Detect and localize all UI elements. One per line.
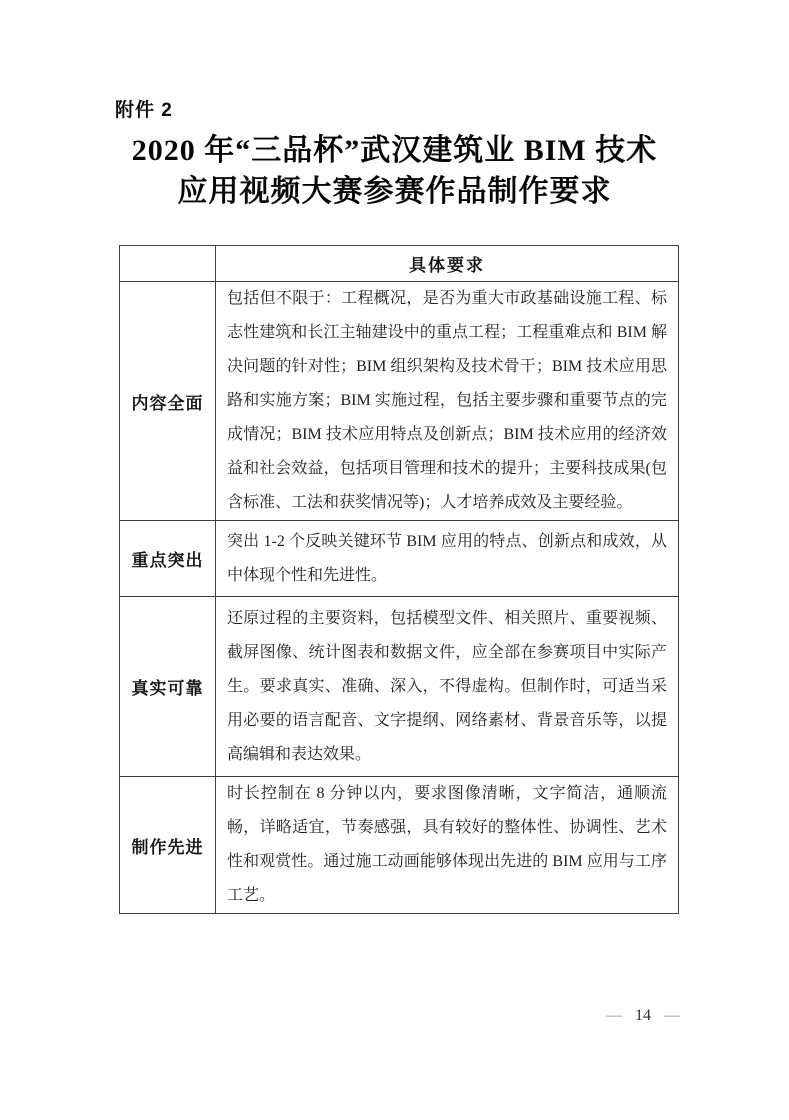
row-label-advanced-production: 制作先进 [120,777,216,914]
row-label-content-comprehensive: 内容全面 [120,282,216,521]
table-row [120,521,679,597]
row-label-key-points: 重点突出 [120,521,216,597]
table-corner-cell [120,246,216,282]
page-number: 14 [635,1007,651,1024]
row-label-authentic-reliable: 真实可靠 [120,597,216,777]
document-title [0,130,789,212]
table-header-specific-requirements: 具体要求 [216,246,679,282]
requirements-table [119,245,679,914]
document-title-line1: 2020 年“三品杯”武汉建筑业 BIM 技术 [131,134,658,167]
table-row [120,777,679,914]
footer-left-dash: — [606,1007,622,1024]
row-content-content-comprehensive: 包括但不限于：工程概况，是否为重大市政基础设施工程、标志性建筑和长江主轴建设中的重点工程；工程重难点和 BIM 解决问题的针对性；BIM 组织架构及技术骨干；BIM 技术应用思路和实施方案；BIM 实施过程，包括主要步骤和重要节点的完成情况；BIM 技术应用特点及创新点；BIM 技术应用的经济效益和社会效益，包括项目管理和技术的提升；主要科技成果(包含标准、工法和获奖情况等)；人才培养成效及主要经验。 [216,282,679,521]
row-content-advanced-production: 时长控制在 8 分钟以内，要求图像清晰，文字简洁，通顺流畅，详略适宜，节奏感强，具有较好的整体性、协调性、艺术性和观赏性。通过施工动画能够体现出先进的 BIM 应用与工序工艺。 [216,777,679,914]
table-row [120,282,679,521]
row-content-authentic-reliable: 还原过程的主要资料，包括模型文件、相关照片、重要视频、截屏图像、统计图表和数据文件，应全部在参赛项目中实际产生。要求真实、准确、深入，不得虚构。但制作时，可适当采用必要的语言配音、文字提纲、网络素材、背景音乐等，以提高编辑和表达效果。 [216,597,679,777]
table-header-row [120,246,679,282]
page-footer [606,1006,680,1026]
document-title-line2: 应用视频大赛参赛作品制作要求 [177,175,612,208]
row-content-key-points: 突出 1-2 个反映关键环节 BIM 应用的特点、创新点和成效，从中体现个性和先进性。 [216,521,679,597]
table-row [120,597,679,777]
attachment-label: 附件 2 [115,100,173,121]
footer-right-dash: — [664,1007,680,1024]
